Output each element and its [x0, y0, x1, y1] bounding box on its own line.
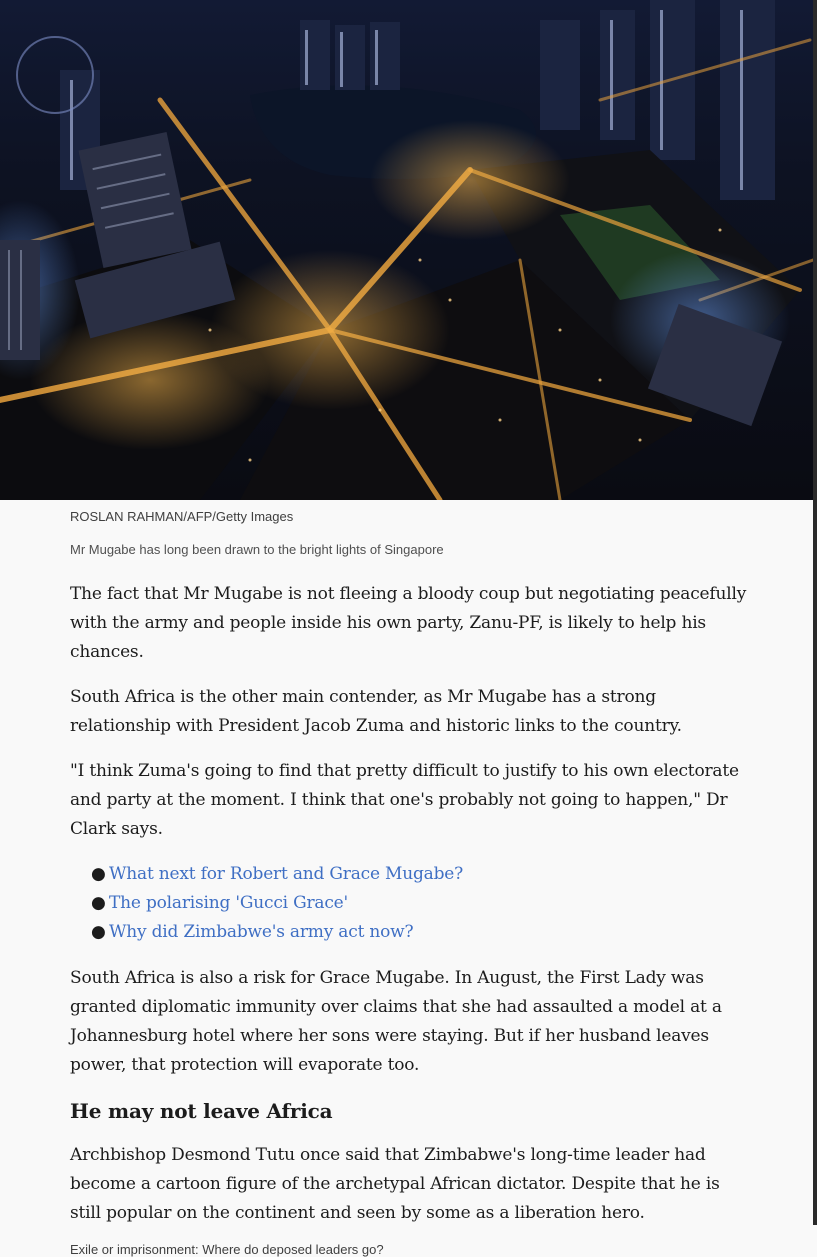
section-heading: He may not leave Africa [70, 1099, 333, 1123]
list-item [91, 889, 750, 918]
paragraph: "I think Zuma's going to find that pretty difficult to justify to his own electorate and party at the moment. I think that one's probably not going to happen," Dr Clark says. [70, 761, 739, 839]
related-links-list [70, 860, 750, 947]
paragraph: The fact that Mr Mugabe is not fleeing a bloody coup but negotiating peacefully with the army and people inside his own party, Zanu-PF, is likely to help his chances. [70, 584, 747, 662]
bullet-icon: ● [91, 864, 106, 884]
link-gucci-grace[interactable]: The polarising 'Gucci Grace' [109, 893, 348, 913]
bullet-icon: ● [91, 922, 106, 942]
link-army-act[interactable]: Why did Zimbabwe's army act now? [109, 922, 414, 942]
window-right-edge [813, 0, 817, 1225]
list-item [91, 918, 750, 947]
list-item [91, 860, 750, 889]
singapore-night-photo [0, 0, 813, 500]
paragraph: South Africa is the other main contender, as Mr Mugabe has a strong relationship with President Jacob Zuma and historic links to the country. [70, 687, 682, 736]
image-caption: Mr Mugabe has long been drawn to the bright lights of Singapore [70, 542, 444, 557]
image-credit: ROSLAN RAHMAN/AFP/Getty Images [70, 509, 294, 524]
link-what-next[interactable]: What next for Robert and Grace Mugabe? [109, 864, 464, 884]
paragraph: South Africa is also a risk for Grace Mugabe. In August, the First Lady was granted diplomatic immunity over claims that she had assaulted a model at a Johannesburg hotel where her sons were staying. But if her husband leaves power, that protection will evaporate too. [70, 968, 722, 1075]
bullet-icon: ● [91, 893, 106, 913]
article-body [70, 580, 750, 1257]
paragraph: Archbishop Desmond Tutu once said that Zimbabwe's long-time leader had become a cartoon figure of the archetypal African dictator. Despite that he is still popular on the continent and seen by some as a liberation hero. [70, 1145, 720, 1223]
related-media-caption: Exile or imprisonment: Where do deposed leaders go? [70, 1242, 384, 1257]
